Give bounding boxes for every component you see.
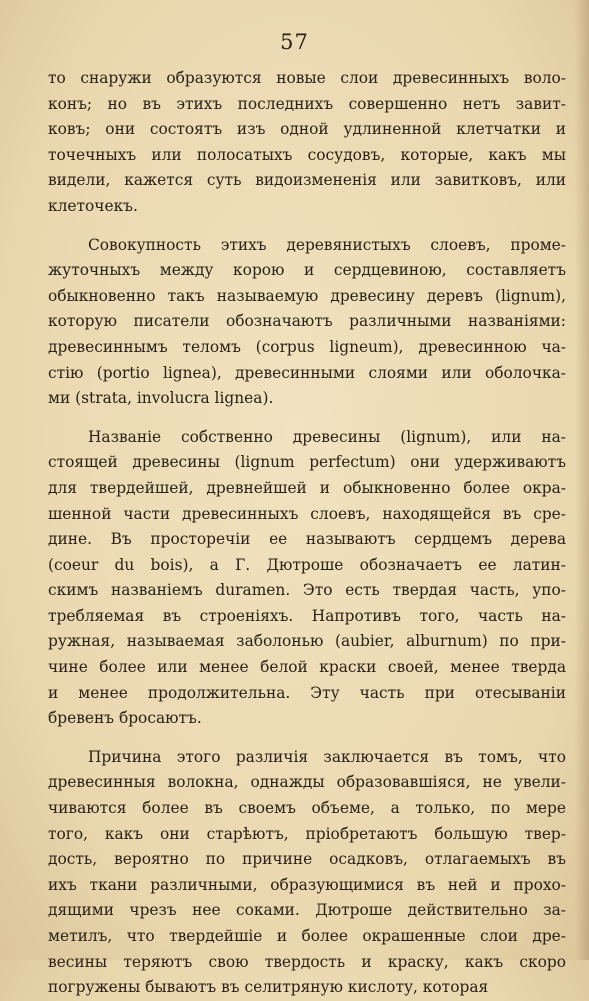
text-line: Причина этого различія заключается въ томъ, что (88, 747, 566, 766)
text-line: ковъ; они состоятъ изъ одной удлиненной клетчатки и (48, 120, 566, 139)
text-line: жуточныхъ между корою и сердцевиною, составляетъ (48, 261, 566, 280)
text-line: и менее продолжительна. Эту часть при отесываніи (48, 683, 566, 702)
page-edge-shadow (575, 0, 589, 960)
paragraph (48, 745, 566, 1001)
paragraph (48, 233, 566, 412)
text-line: чиваются более въ своемъ объеме, а только, по мере (48, 799, 566, 818)
text-line: бревенъ бросаютъ. (48, 709, 202, 728)
text-line: весины теряютъ свою твердость и краску, какъ скоро (48, 952, 566, 971)
text-line: дость, вероятно по причине осадковъ, отлагаемыхъ въ (48, 850, 566, 869)
text-line: обыкновенно такъ называемую древесину деревъ (lignum), (48, 286, 566, 305)
text-line: чине более или менее белой краски своей, менее тверда (48, 658, 566, 677)
text-line: которую писатели обозначаютъ различными названіями: (48, 312, 566, 331)
text-line: древесинныя волокна, однажды образовавшіяся, не увели- (48, 773, 566, 792)
text-line: скимъ названіемъ duramen. Это есть твердая часть, упо- (48, 581, 566, 600)
text-line: погружены бываютъ въ селитряную кислоту, которая (48, 978, 489, 997)
page-number: 57 (280, 30, 309, 54)
text-line: дящими чрезъ нее соками. Дютроше действительно за- (48, 901, 566, 920)
paragraph (48, 425, 566, 732)
body-text (48, 66, 566, 1001)
text-line: метилъ, что твердейшіе и более окрашенные слои дре- (48, 927, 566, 945)
text-line: видели, кажется суть видоизмененія или завитковъ, или (48, 171, 566, 190)
text-line: шенной части древесинныхъ слоевъ, находящейся въ сре- (48, 504, 566, 523)
text-line: для твердейшей, древнейшей и обыкновенно более окра- (48, 478, 566, 497)
text-line: того, какъ они старѣютъ, пріобретаютъ большую твер- (48, 824, 566, 843)
text-line: точечныхъ или полосатыхъ сосудовъ, которые, какъ мы (48, 145, 566, 164)
text-line: клеточекъ. (48, 196, 138, 215)
text-line: стію (portio lignea), древесинными слоями или оболочка- (48, 363, 566, 382)
paragraph-gap (48, 732, 566, 745)
text-line: ружная, называемая заболонью (aubier, alburnum) по при- (48, 632, 566, 651)
text-line: конъ; но въ этихъ последнихъ совершенно нетъ завит- (48, 94, 566, 113)
text-line: ихъ ткани различными, образующимися въ ней и прохо- (48, 875, 566, 894)
text-line: ми (strata, involucra lignea). (48, 389, 274, 408)
paragraph-gap (48, 412, 566, 425)
text-line: то снаружи образуются новые слои древесинныхъ воло- (48, 69, 566, 87)
paragraph-gap (48, 220, 566, 233)
paragraph (48, 66, 566, 220)
text-line: стоящей древесины (lignum perfectum) они удерживаютъ (48, 453, 566, 472)
text-line: Названіе собственно древесины (lignum), или на- (88, 427, 566, 446)
text-line: требляемая въ строеніяхъ. Напротивъ того, часть на- (48, 606, 566, 625)
text-line: дине. Въ просторечіи ее называютъ сердцемъ дерева (48, 530, 566, 549)
text-line: (coeur du bois), а Г. Дютроше обозначаетъ ее латин- (48, 555, 566, 574)
text-line: Совокупность этихъ деревянистыхъ слоевъ, проме- (88, 235, 566, 254)
text-line: древесиннымъ теломъ (corpus ligneum), древесинною ча- (48, 337, 566, 356)
